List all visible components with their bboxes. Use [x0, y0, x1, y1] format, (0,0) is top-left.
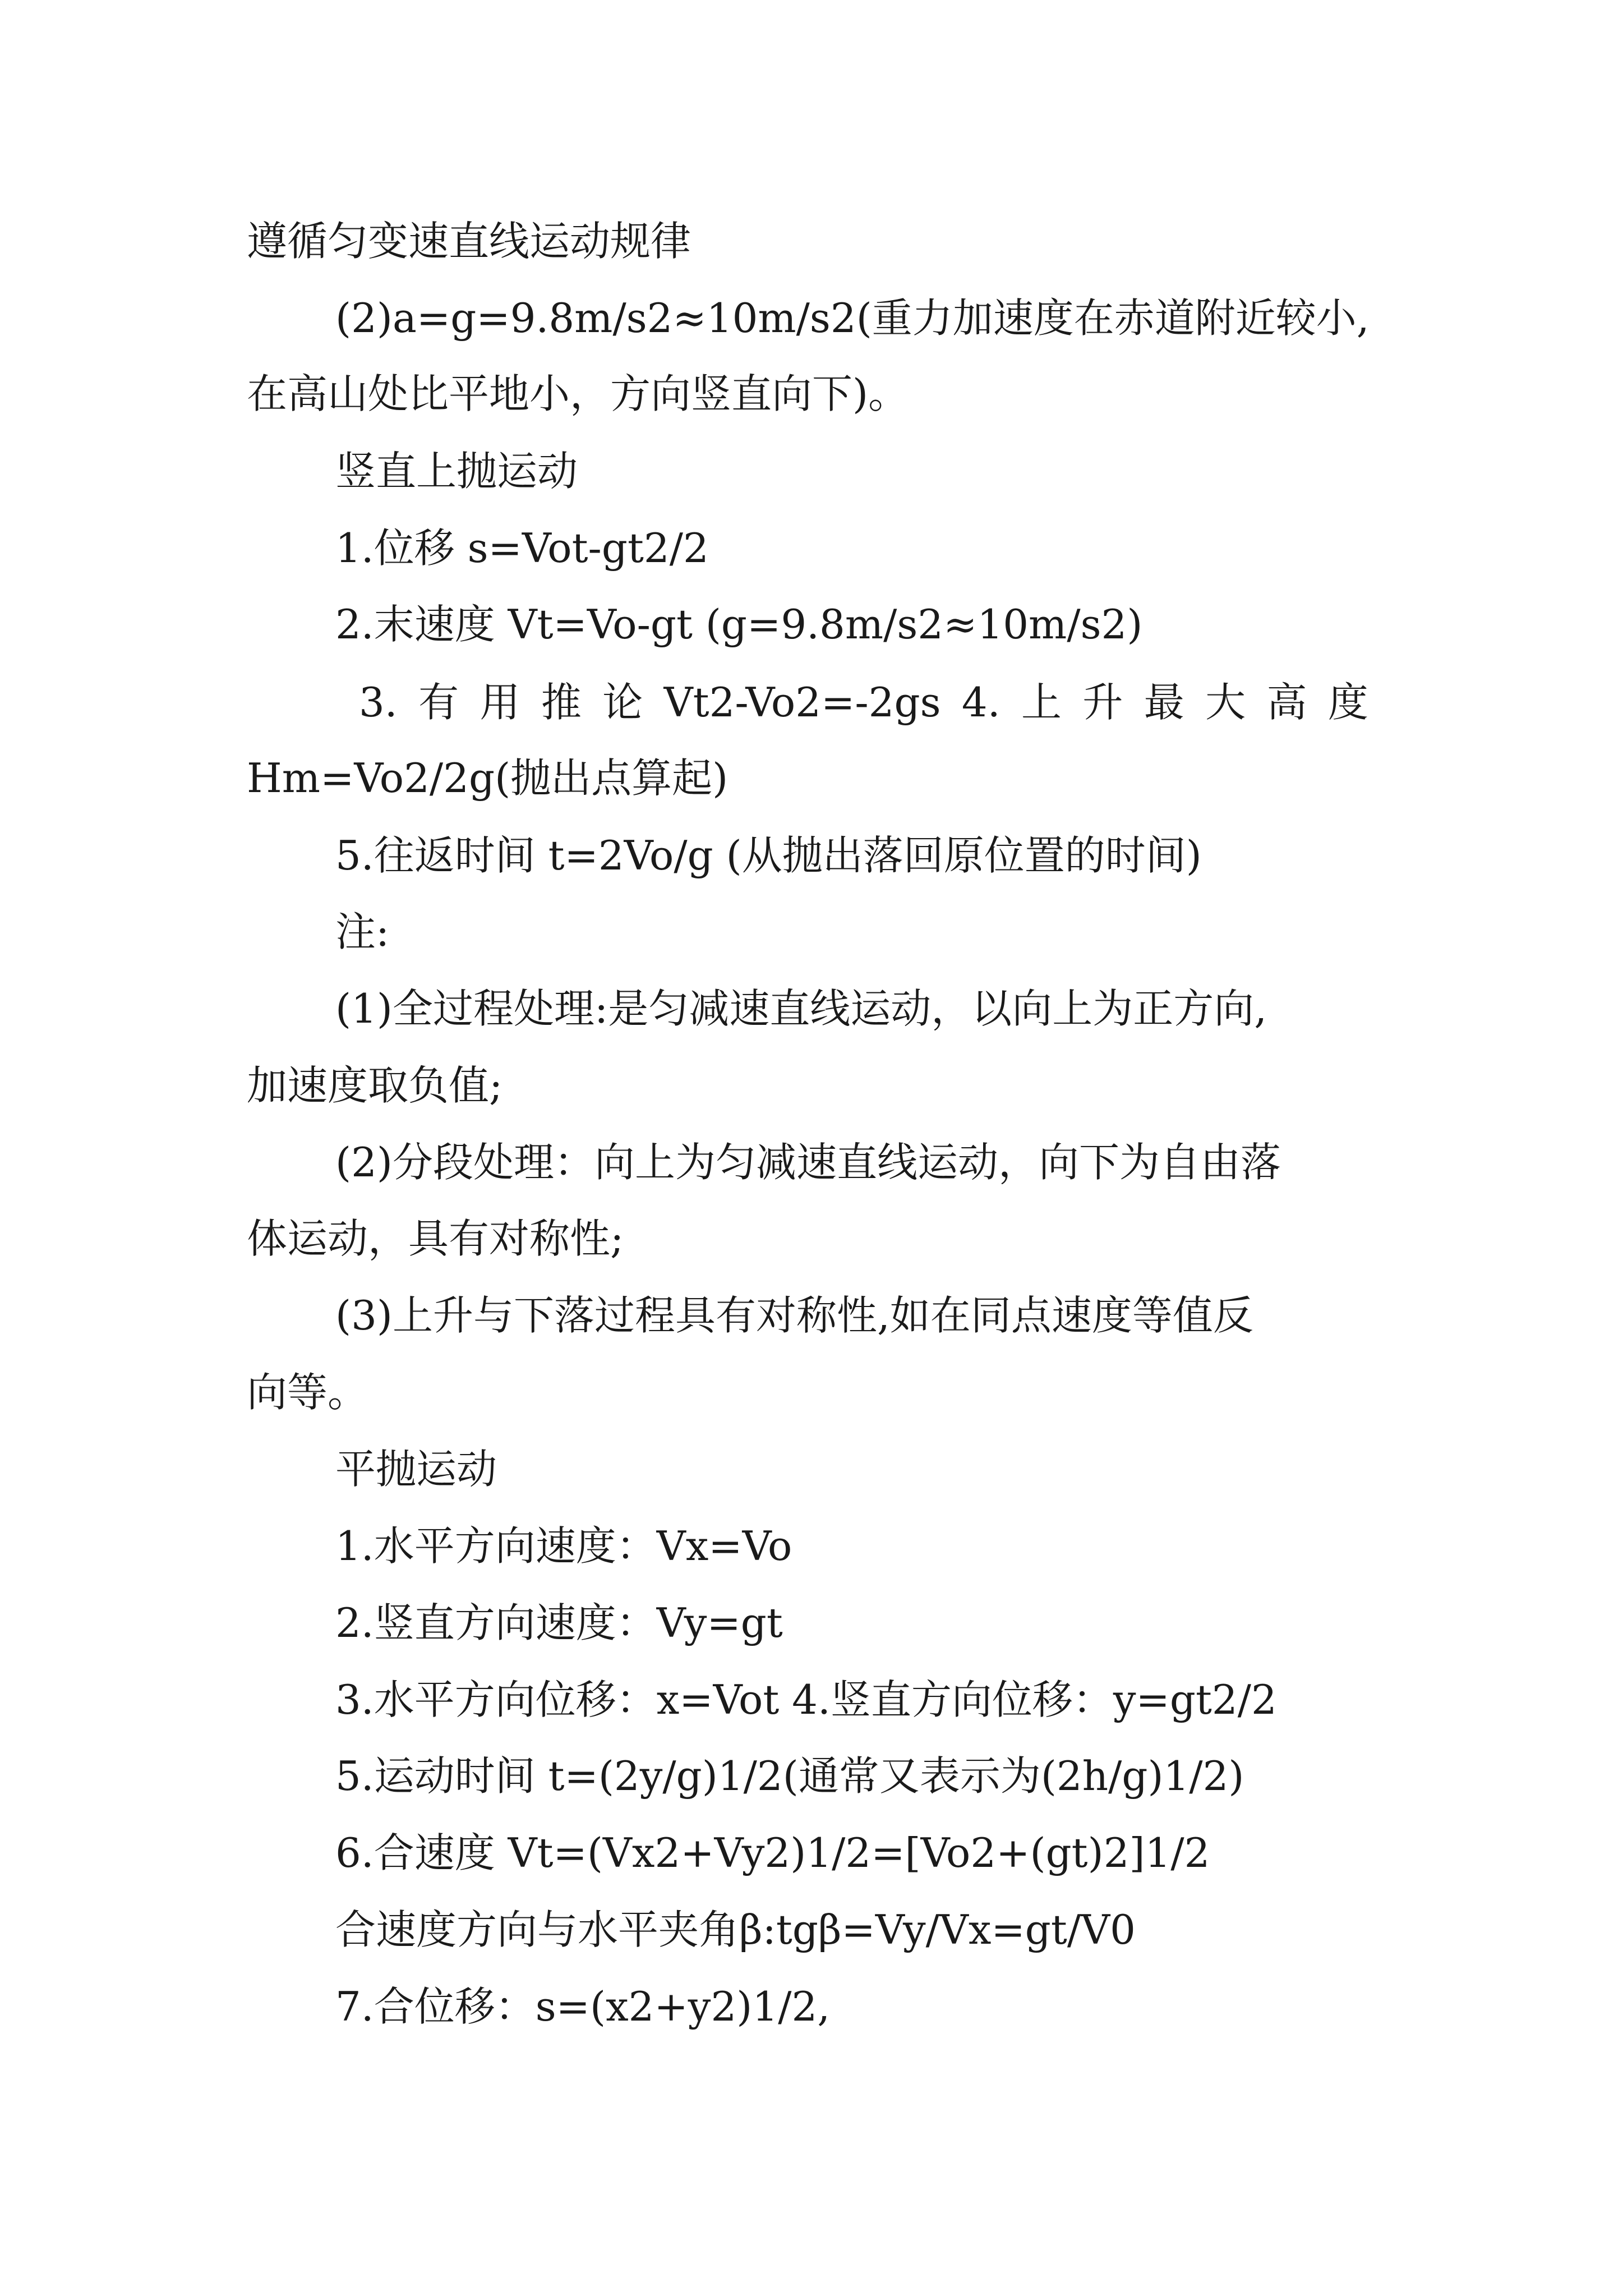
- text-line-3: 在高山处比平地小，方向竖直向下)。: [247, 370, 909, 417]
- text-segment: 3.: [359, 679, 398, 726]
- text-line-20: 3.水平方向位移：x=Vot 4.竖直方向位移：y=gt2/2: [335, 1676, 1277, 1723]
- text-segment: 大: [1205, 679, 1246, 726]
- section-heading-vertical-throw: 竖直上抛运动: [335, 448, 578, 495]
- text-segment: 高: [1266, 679, 1307, 726]
- text-line-18: 1.水平方向速度：Vx=Vo: [335, 1522, 792, 1570]
- text-line-5: 1.位移 s=Vot-gt2/2: [335, 524, 709, 572]
- text-segment: 上: [1021, 679, 1062, 726]
- section-heading-projectile: 平抛运动: [335, 1446, 497, 1493]
- text-line-1: 遵循匀变速直线运动规律: [247, 218, 691, 265]
- text-segment: 推: [541, 679, 582, 726]
- text-line-13: (2)分段处理：向上为匀减速直线运动，向下为自由落: [335, 1139, 1281, 1186]
- text-segment: 最: [1144, 679, 1184, 726]
- text-segment: 度: [1327, 679, 1368, 726]
- text-segment: 论: [602, 679, 643, 726]
- text-line-14: 体运动，具有对称性;: [247, 1215, 624, 1262]
- text-line-7-justified: [359, 677, 1368, 728]
- text-segment: Vt2-Vo2=-2gs: [663, 679, 941, 726]
- text-line-6: 2.末速度 Vt=Vo-gt (g=9.8m/s2≈10m/s2): [335, 601, 1143, 648]
- text-line-11: (1)全过程处理:是匀减速直线运动，以向上为正方向,: [335, 985, 1267, 1032]
- text-line-24: 7.合位移：s=(x2+y2)1/2,: [335, 1983, 831, 2030]
- note-label: 注:: [335, 908, 390, 955]
- text-line-9: 5.往返时间 t=2Vo/g (从抛出落回原位置的时间): [335, 832, 1202, 879]
- text-segment: 有: [418, 679, 459, 726]
- text-line-15: (3)上升与下落过程具有对称性,如在同点速度等值反: [335, 1292, 1253, 1339]
- text-segment: 4.: [961, 679, 1000, 726]
- text-line-22: 6.合速度 Vt=(Vx2+Vy2)1/2=[Vo2+(gt)2]1/2: [335, 1829, 1210, 1876]
- text-segment: 用: [479, 679, 520, 726]
- text-segment: 升: [1082, 679, 1123, 726]
- text-line-12: 加速度取负值;: [247, 1062, 503, 1109]
- text-line-23: 合速度方向与水平夹角β:tgβ=Vy/Vx=gt/V0: [335, 1906, 1136, 1953]
- text-line-21: 5.运动时间 t=(2y/g)1/2(通常又表示为(2h/g)1/2): [335, 1752, 1244, 1800]
- text-line-19: 2.竖直方向速度：Vy=gt: [335, 1599, 783, 1646]
- text-line-16: 向等。: [247, 1369, 368, 1416]
- text-line-2: (2)a=g=9.8m/s2≈10m/s2(重力加速度在赤道附近较小,: [335, 295, 1370, 342]
- text-line-8: Hm=Vo2/2g(抛出点算起): [247, 754, 728, 802]
